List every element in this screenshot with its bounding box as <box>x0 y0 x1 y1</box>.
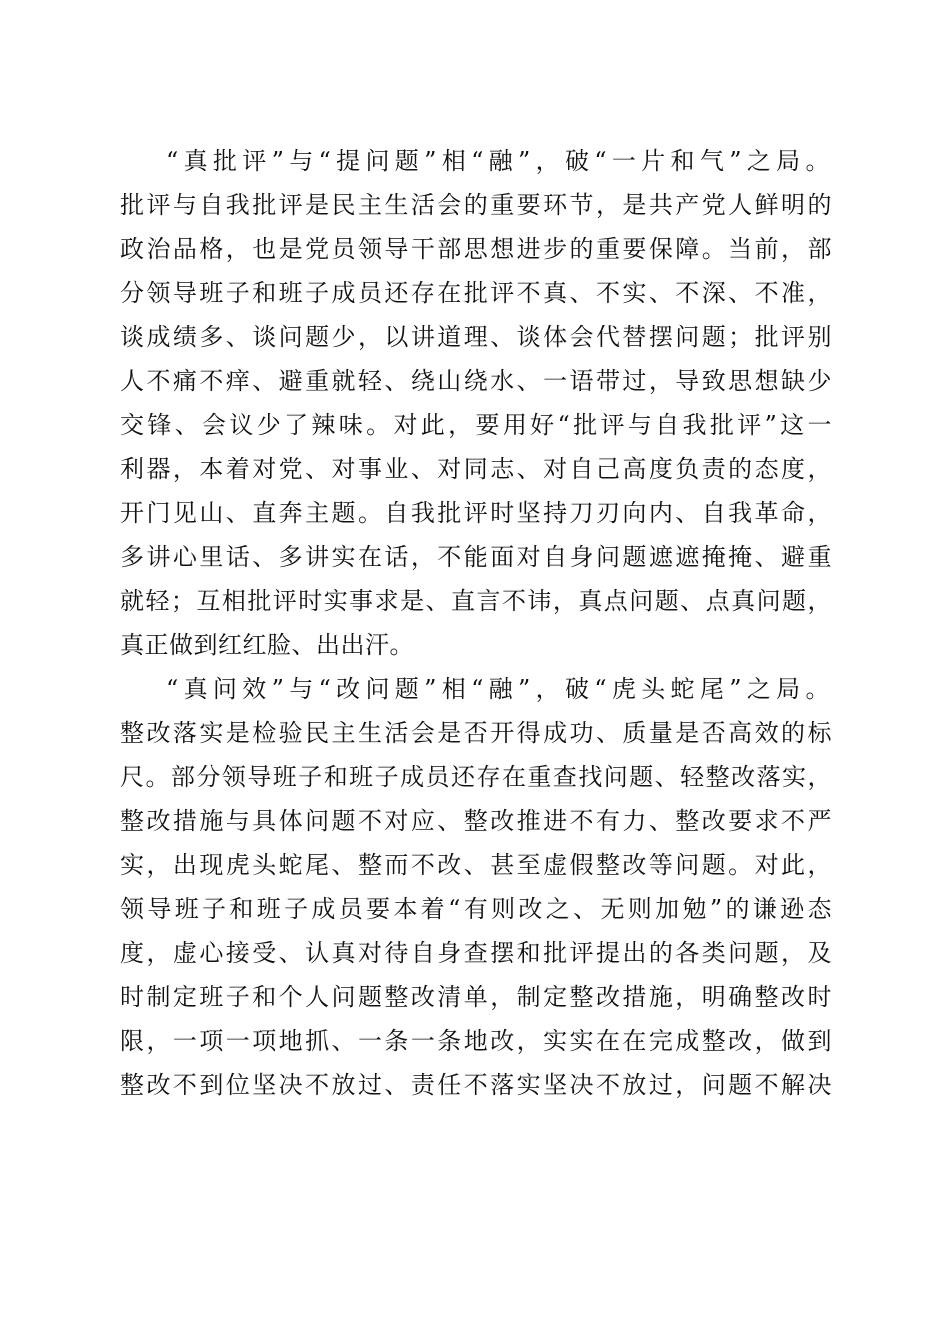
text-line: 尺。部分领导班子和班子成员还存在重查找问题、轻整改落实， <box>120 763 832 791</box>
text-line: 政治品格，也是党员领导干部思想进步的重要保障。当前，部 <box>120 235 832 263</box>
paragraph-2-heading: “真问效”与“改问题”相“融”，破“虎头蛇尾”之局。 <box>166 675 830 703</box>
text-line: 限，一项一项地抓、一条一条地改，实实在在完成整改，做到 <box>120 1027 832 1055</box>
text-line: 整改措施与具体问题不对应、整改推进不有力、整改要求不严 <box>120 807 832 835</box>
text-line: 实，出现虎头蛇尾、整而不改、甚至虚假整改等问题。对此， <box>120 851 832 879</box>
text-line: 多讲心里话、多讲实在话，不能面对自身问题遮遮掩掩、避重 <box>120 543 832 571</box>
text-line: 谈成绩多、谈问题少，以讲道理、谈体会代替摆问题；批评别 <box>120 323 832 351</box>
text-line: 就轻；互相批评时实事求是、直言不讳，真点问题、点真问题， <box>120 587 832 615</box>
paragraph-1-heading: “真批评”与“提问题”相“融”，破“一片和气”之局。 <box>166 147 830 175</box>
text-line: 真正做到红红脸、出出汗。 <box>120 631 414 659</box>
text-line: 交锋、会议少了辣味。对此，要用好“批评与自我批评”这一 <box>120 411 832 439</box>
text-line: 时制定班子和个人问题整改清单，制定整改措施，明确整改时 <box>120 983 832 1011</box>
text-line: 开门见山、直奔主题。自我批评时坚持刀刃向内、自我革命， <box>120 499 832 527</box>
text-line: 整改不到位坚决不放过、责任不落实坚决不放过，问题不解决 <box>120 1071 832 1099</box>
text-line: 人不痛不痒、避重就轻、绕山绕水、一语带过，导致思想缺少 <box>120 367 832 395</box>
text-line: 领导班子和班子成员要本着“有则改之、无则加勉”的谦逊态 <box>120 895 832 923</box>
text-line: 批评与自我批评是民主生活会的重要环节，是共产党人鲜明的 <box>120 191 832 219</box>
text-line: 利器，本着对党、对事业、对同志、对自己高度负责的态度， <box>120 455 832 483</box>
text-line: 整改落实是检验民主生活会是否开得成功、质量是否高效的标 <box>120 719 832 747</box>
text-line: 分领导班子和班子成员还存在批评不真、不实、不深、不准， <box>120 279 832 307</box>
text-line: 度，虚心接受、认真对待自身查摆和批评提出的各类问题，及 <box>120 939 832 967</box>
